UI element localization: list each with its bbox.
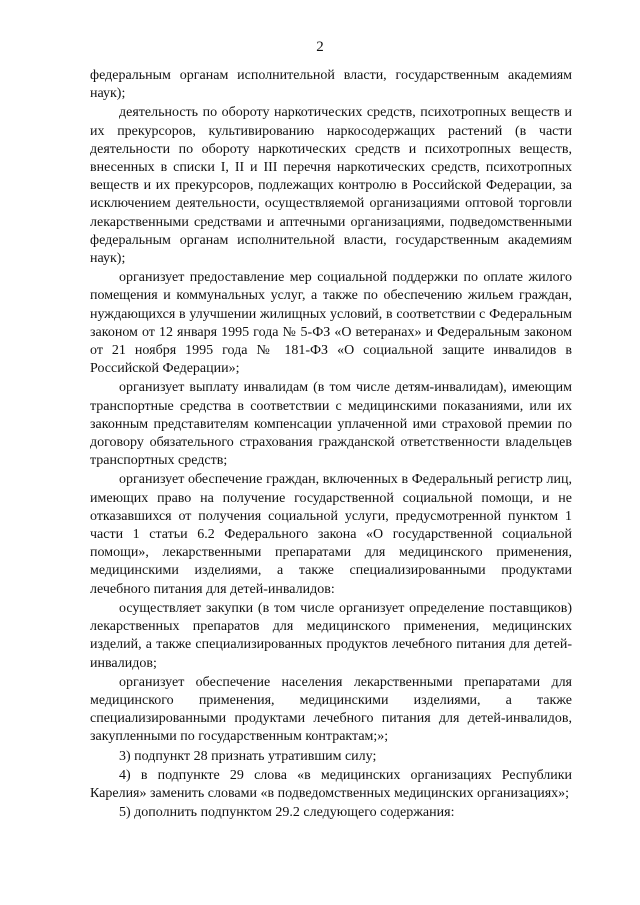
- paragraph-item-5: 5) дополнить подпунктом 29.2 следующего содержания:: [119, 805, 455, 821]
- paragraph-narcotics-activity: деятельность по обороту наркотических средств, психотропных веществ и их прекурсоров, культивированию наркосодержащих растений (в части деятельности по обороту наркотических средств и психотропных веществ, внесенных в списки I, II и III перечня наркотических средств, психотропных веществ и их прекурсоров, подлежащих контролю в Российской Федерации, за исключением деятельности, осуществляемой организациями оптовой торговли лекарственными средствами и аптечными организациями, подведомственными федеральным органам исполнительной власти, государственным академиям наук);: [90, 105, 572, 267]
- paragraph-federal-register: организует обеспечение граждан, включенных в Федеральный регистр лиц, имеющих право на получение государственной социальной помощи, и не отказавшихся от получения социальной услуги, предусмотренной пунктом 1 части 1 статьи 6.2 Федерального закона «О государственной социальной помощи», лекарственными препаратами для медицинского применения, медицинскими изделиями, а также специализированными продуктами лечебного питания для детей-инвалидов:: [90, 472, 572, 597]
- paragraph-procurement: осуществляет закупки (в том числе организует определение поставщиков) лекарственных препаратов для медицинского применения, медицинских изделий, а также специализированных продуктов лечебного питания для детей-инвалидов;: [90, 600, 572, 671]
- paragraph-population-supply: организует обеспечение населения лекарственными препаратами для медицинского применения, медицинскими изделиями, а также специализированными продуктами лечебного питания для детей-инвалидов, закупленными по государственным контрактам;»;: [90, 674, 572, 745]
- paragraph-insurance-compensation: организует выплату инвалидам (в том числе детям-инвалидам), имеющим транспортные средства в соответствии с медицинскими показаниями, или их законным представителям компенсации уплаченной ими страховой премии по договору обязательного страхования гражданской ответственности владельцев транспортных средств;: [90, 380, 572, 469]
- paragraph-item-4: 4) в подпункте 29 слова «в медицинских организациях Республики Карелия» заменить словами «в подведомственных медицинских организациях»;: [90, 767, 572, 801]
- page-number: 2: [316, 39, 324, 55]
- paragraph-continuation: федеральным органам исполнительной власти, государственным академиям наук);: [90, 68, 572, 102]
- document-body: [90, 67, 572, 823]
- paragraph-item-3: 3) подпункт 28 признать утратившим силу;: [119, 748, 377, 764]
- paragraph-housing-support: организует предоставление мер социальной поддержки по оплате жилого помещения и коммунальных услуг, а также по обеспечению жильем граждан, нуждающихся в улучшении жилищных условий, в соответствии с Федеральным законом от 12 января 1995 года № 5-ФЗ «О ветеранах» и Федеральным законом от 21 ноября 1995 года № 181-ФЗ «О социальной защите инвалидов в Российской Федерации»;: [90, 270, 572, 377]
